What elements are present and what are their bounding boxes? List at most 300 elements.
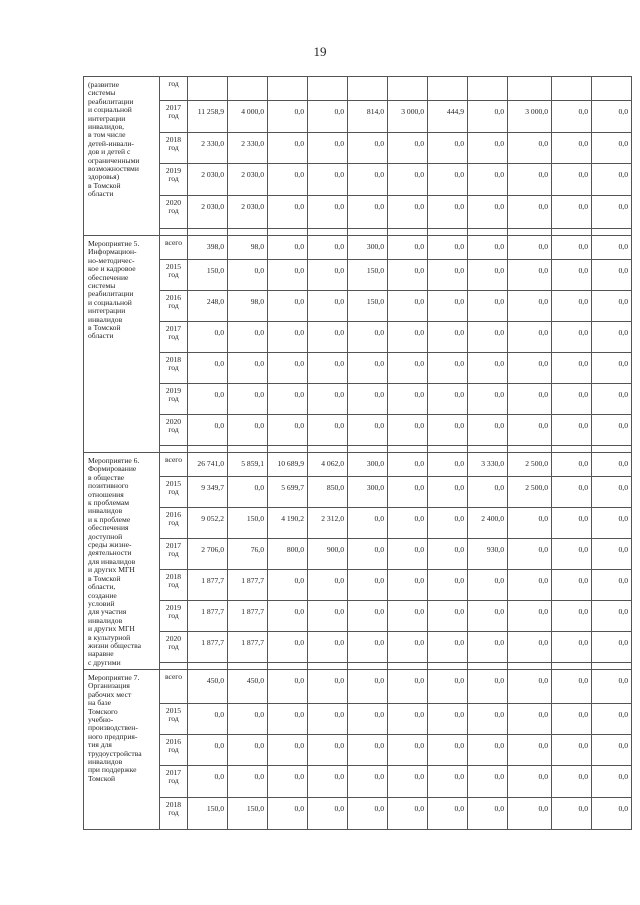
amount-cell: 0,0: [508, 632, 552, 663]
amount-cell: 0,0: [468, 196, 508, 229]
amount-cell: 0,0: [268, 670, 308, 704]
amount-cell: [308, 77, 348, 101]
table-row: [84, 353, 632, 384]
amount-cell: 0,0: [552, 236, 592, 260]
table-row: [84, 133, 632, 164]
amount-cell: 0,0: [508, 735, 552, 766]
amount-cell: 0,0: [388, 164, 428, 196]
amount-cell: 0,0: [348, 670, 388, 704]
amount-cell: 0,0: [508, 570, 552, 601]
amount-cell: 0,0: [592, 384, 632, 415]
amount-cell: 0,0: [468, 133, 508, 164]
year-cell: 2016 год: [160, 508, 188, 539]
amount-cell: 0,0: [188, 353, 228, 384]
amount-cell: 0,0: [552, 415, 592, 446]
spacer-cell: [188, 663, 228, 670]
spacer-cell: [428, 446, 468, 453]
amount-cell: 0,0: [592, 570, 632, 601]
amount-cell: 300,0: [348, 236, 388, 260]
amount-cell: 0,0: [348, 735, 388, 766]
event-name: Мероприятие 7. Организация рабочих мест на базе Томского учебно- производствен- ного предприя- тия для трудоустройства инвалидов при поддержке Томской: [88, 673, 142, 783]
page-number: 19: [313, 44, 327, 59]
amount-cell: 2 330,0: [228, 133, 268, 164]
amount-cell: 0,0: [348, 196, 388, 229]
amount-cell: 0,0: [592, 322, 632, 353]
table-row: [84, 670, 632, 704]
amount-cell: 0,0: [228, 260, 268, 291]
amount-cell: [468, 77, 508, 101]
amount-cell: 0,0: [468, 704, 508, 735]
amount-cell: 0,0: [468, 415, 508, 446]
amount-cell: 814,0: [348, 101, 388, 133]
amount-cell: 0,0: [468, 101, 508, 133]
amount-cell: [268, 77, 308, 101]
amount-cell: 0,0: [268, 632, 308, 663]
spacer-cell: [592, 229, 632, 236]
amount-cell: 0,0: [468, 322, 508, 353]
amount-cell: 0,0: [468, 632, 508, 663]
event-name: Мероприятие 6. Формирование в обществе позитивного отношения к проблемам инвалидов и к проблеме обеспечения доступной среды жизне- деятельности для инвалидов и других МГН в Томской области, создание условий для участия инвалидов и других МГН в культурной жизни общества наравне с другими: [88, 456, 141, 667]
amount-cell: 0,0: [468, 670, 508, 704]
table-row: [84, 704, 632, 735]
amount-cell: 0,0: [592, 539, 632, 570]
spacer-cell: [160, 446, 188, 453]
amount-cell: 0,0: [592, 508, 632, 539]
year-cell: 2016 год: [160, 291, 188, 322]
amount-cell: 0,0: [388, 453, 428, 477]
amount-cell: 0,0: [592, 670, 632, 704]
amount-cell: 0,0: [308, 291, 348, 322]
amount-cell: 0,0: [268, 164, 308, 196]
amount-cell: 0,0: [552, 133, 592, 164]
amount-cell: 0,0: [348, 322, 388, 353]
amount-cell: 0,0: [388, 384, 428, 415]
spacer-row: [84, 663, 632, 670]
amount-cell: 0,0: [388, 260, 428, 291]
amount-cell: 0,0: [508, 508, 552, 539]
table-row: [84, 477, 632, 508]
amount-cell: 0,0: [508, 384, 552, 415]
amount-cell: 0,0: [428, 798, 468, 830]
year-cell: год: [160, 77, 188, 101]
spacer-cell: [228, 229, 268, 236]
amount-cell: 0,0: [188, 415, 228, 446]
amount-cell: 0,0: [428, 415, 468, 446]
amount-cell: 0,0: [268, 236, 308, 260]
amount-cell: 900,0: [308, 539, 348, 570]
amount-cell: 1 877,7: [188, 632, 228, 663]
amount-cell: 0,0: [552, 453, 592, 477]
amount-cell: 0,0: [552, 632, 592, 663]
amount-cell: 1 877,7: [228, 601, 268, 632]
amount-cell: 0,0: [348, 798, 388, 830]
amount-cell: 300,0: [348, 453, 388, 477]
amount-cell: 0,0: [308, 101, 348, 133]
year-cell: 2016 год: [160, 735, 188, 766]
amount-cell: 4 062,0: [308, 453, 348, 477]
amount-cell: 150,0: [228, 508, 268, 539]
amount-cell: [428, 77, 468, 101]
amount-cell: 0,0: [308, 798, 348, 830]
amount-cell: 0,0: [592, 164, 632, 196]
amount-cell: 0,0: [348, 353, 388, 384]
amount-cell: 0,0: [268, 384, 308, 415]
year-cell: всего: [160, 236, 188, 260]
amount-cell: 0,0: [308, 353, 348, 384]
amount-cell: 0,0: [268, 260, 308, 291]
amount-cell: 450,0: [228, 670, 268, 704]
table-row: [84, 291, 632, 322]
spacer-cell: [552, 446, 592, 453]
table-row: [84, 384, 632, 415]
amount-cell: 0,0: [552, 570, 592, 601]
amount-cell: 2 030,0: [188, 164, 228, 196]
amount-cell: 2 500,0: [508, 477, 552, 508]
amount-cell: 0,0: [388, 415, 428, 446]
amount-cell: 0,0: [388, 570, 428, 601]
amount-cell: 0,0: [468, 260, 508, 291]
amount-cell: 2 030,0: [188, 196, 228, 229]
amount-cell: 9 349,7: [188, 477, 228, 508]
amount-cell: [552, 77, 592, 101]
spacer-cell: [388, 663, 428, 670]
spacer-cell: [388, 446, 428, 453]
amount-cell: 0,0: [468, 570, 508, 601]
year-cell: 2019 год: [160, 164, 188, 196]
amount-cell: 0,0: [308, 236, 348, 260]
amount-cell: 0,0: [592, 133, 632, 164]
spacer-cell: [552, 229, 592, 236]
amount-cell: 0,0: [592, 735, 632, 766]
amount-cell: 0,0: [388, 291, 428, 322]
amount-cell: 0,0: [428, 260, 468, 291]
spacer-cell: [468, 663, 508, 670]
amount-cell: 0,0: [508, 415, 552, 446]
amount-cell: 0,0: [348, 164, 388, 196]
amount-cell: 0,0: [388, 704, 428, 735]
table-row: [84, 77, 632, 101]
amount-cell: 0,0: [552, 353, 592, 384]
amount-cell: 0,0: [308, 766, 348, 798]
amount-cell: 248,0: [188, 291, 228, 322]
table-row: [84, 415, 632, 446]
amount-cell: 150,0: [348, 260, 388, 291]
amount-cell: 0,0: [508, 601, 552, 632]
amount-cell: 0,0: [552, 798, 592, 830]
spacer-cell: [228, 446, 268, 453]
amount-cell: 0,0: [308, 384, 348, 415]
amount-cell: 10 689,9: [268, 453, 308, 477]
amount-cell: 0,0: [468, 798, 508, 830]
amount-cell: 0,0: [348, 766, 388, 798]
amount-cell: 0,0: [468, 384, 508, 415]
table-row: [84, 570, 632, 601]
year-cell: всего: [160, 670, 188, 704]
amount-cell: 0,0: [552, 601, 592, 632]
amount-cell: 0,0: [428, 291, 468, 322]
amount-cell: 0,0: [388, 539, 428, 570]
amount-cell: 2 312,0: [308, 508, 348, 539]
amount-cell: 0,0: [228, 384, 268, 415]
amount-cell: [348, 77, 388, 101]
amount-cell: 0,0: [508, 196, 552, 229]
amount-cell: 0,0: [468, 236, 508, 260]
amount-cell: 5 699,7: [268, 477, 308, 508]
event-name: (развитие системы реабилитации и социальной интеграции инвалидов, в том числе детей-инвали- дов и детей с ограниченными возможностями здоровья) в Томской области: [88, 80, 140, 199]
amount-cell: 0,0: [552, 384, 592, 415]
amount-cell: 0,0: [308, 735, 348, 766]
amount-cell: 0,0: [552, 322, 592, 353]
amount-cell: 0,0: [348, 384, 388, 415]
amount-cell: 0,0: [592, 601, 632, 632]
amount-cell: 0,0: [308, 164, 348, 196]
year-cell: 2020 год: [160, 632, 188, 663]
amount-cell: 0,0: [428, 453, 468, 477]
spacer-cell: [160, 663, 188, 670]
amount-cell: 0,0: [508, 798, 552, 830]
amount-cell: 1 877,7: [188, 570, 228, 601]
amount-cell: 0,0: [268, 133, 308, 164]
spacer-cell: [348, 229, 388, 236]
year-cell: 2015 год: [160, 704, 188, 735]
amount-cell: 0,0: [428, 670, 468, 704]
event-name-cell: [84, 77, 160, 236]
amount-cell: 0,0: [348, 539, 388, 570]
amount-cell: 0,0: [508, 164, 552, 196]
amount-cell: [228, 77, 268, 101]
amount-cell: 398,0: [188, 236, 228, 260]
table-row: [84, 236, 632, 260]
amount-cell: 0,0: [508, 670, 552, 704]
amount-cell: 0,0: [268, 704, 308, 735]
amount-cell: 0,0: [428, 384, 468, 415]
amount-cell: 0,0: [348, 508, 388, 539]
amount-cell: 0,0: [388, 798, 428, 830]
amount-cell: 0,0: [268, 322, 308, 353]
amount-cell: 150,0: [348, 291, 388, 322]
amount-cell: 0,0: [428, 322, 468, 353]
table-row: [84, 260, 632, 291]
amount-cell: 0,0: [592, 236, 632, 260]
amount-cell: 1 877,7: [188, 601, 228, 632]
amount-cell: 0,0: [428, 164, 468, 196]
amount-cell: 0,0: [388, 353, 428, 384]
spacer-cell: [508, 663, 552, 670]
amount-cell: 0,0: [468, 766, 508, 798]
amount-cell: 0,0: [268, 353, 308, 384]
amount-cell: 0,0: [268, 415, 308, 446]
amount-cell: 0,0: [508, 133, 552, 164]
amount-cell: 0,0: [388, 735, 428, 766]
amount-cell: 0,0: [388, 196, 428, 229]
amount-cell: 0,0: [552, 508, 592, 539]
amount-cell: [508, 77, 552, 101]
table-row: [84, 453, 632, 477]
amount-cell: 0,0: [228, 415, 268, 446]
amount-cell: 2 030,0: [228, 196, 268, 229]
spacer-cell: [592, 446, 632, 453]
spacer-cell: [160, 229, 188, 236]
amount-cell: 0,0: [308, 601, 348, 632]
amount-cell: 0,0: [552, 766, 592, 798]
table-row: [84, 164, 632, 196]
amount-cell: 0,0: [268, 735, 308, 766]
amount-cell: 98,0: [228, 291, 268, 322]
table-row: [84, 798, 632, 830]
amount-cell: 0,0: [508, 704, 552, 735]
amount-cell: 0,0: [308, 704, 348, 735]
amount-cell: 0,0: [348, 570, 388, 601]
amount-cell: 98,0: [228, 236, 268, 260]
spacer-cell: [508, 229, 552, 236]
amount-cell: 0,0: [388, 601, 428, 632]
spacer-cell: [428, 229, 468, 236]
spacer-cell: [428, 663, 468, 670]
amount-cell: 0,0: [228, 322, 268, 353]
year-cell: 2018 год: [160, 353, 188, 384]
amount-cell: 0,0: [468, 291, 508, 322]
amount-cell: 0,0: [268, 601, 308, 632]
amount-cell: 0,0: [592, 766, 632, 798]
event-name-cell: [84, 670, 160, 830]
amount-cell: 0,0: [428, 508, 468, 539]
spacer-cell: [268, 229, 308, 236]
amount-cell: 0,0: [552, 196, 592, 229]
spacer-cell: [308, 229, 348, 236]
amount-cell: 2 706,0: [188, 539, 228, 570]
year-cell: 2018 год: [160, 570, 188, 601]
year-cell: 2019 год: [160, 384, 188, 415]
year-cell: 2015 год: [160, 477, 188, 508]
amount-cell: 444,9: [428, 101, 468, 133]
amount-cell: 930,0: [468, 539, 508, 570]
amount-cell: 0,0: [268, 196, 308, 229]
spacer-row: [84, 446, 632, 453]
year-cell: 2017 год: [160, 766, 188, 798]
spacer-cell: [308, 663, 348, 670]
amount-cell: 4 190,2: [268, 508, 308, 539]
spacer-cell: [388, 229, 428, 236]
amount-cell: 2 400,0: [468, 508, 508, 539]
spacer-row: [84, 229, 632, 236]
event-name: Мероприятие 5. Информацион- но-методичес- кое и кадровое обеспечение системы реабилитации и социальной интеграции инвалидов в Томской области: [88, 239, 140, 341]
amount-cell: 0,0: [308, 415, 348, 446]
amount-cell: 0,0: [468, 353, 508, 384]
amount-cell: 0,0: [308, 133, 348, 164]
amount-cell: 0,0: [428, 133, 468, 164]
amount-cell: 0,0: [508, 322, 552, 353]
spacer-cell: [348, 663, 388, 670]
amount-cell: 0,0: [428, 704, 468, 735]
amount-cell: 0,0: [348, 704, 388, 735]
amount-cell: 0,0: [592, 632, 632, 663]
amount-cell: 3 000,0: [388, 101, 428, 133]
amount-cell: 0,0: [428, 766, 468, 798]
amount-cell: 300,0: [348, 477, 388, 508]
amount-cell: 0,0: [592, 196, 632, 229]
spacer-cell: [348, 446, 388, 453]
amount-cell: 0,0: [428, 570, 468, 601]
amount-cell: 0,0: [508, 539, 552, 570]
amount-cell: 0,0: [268, 798, 308, 830]
spacer-cell: [228, 663, 268, 670]
amount-cell: 150,0: [228, 798, 268, 830]
year-cell: 2019 год: [160, 601, 188, 632]
event-name-cell: [84, 453, 160, 670]
amount-cell: 0,0: [508, 353, 552, 384]
amount-cell: 1 877,7: [228, 570, 268, 601]
amount-cell: 0,0: [468, 601, 508, 632]
year-cell: 2018 год: [160, 798, 188, 830]
table-row: [84, 766, 632, 798]
year-cell: 2015 год: [160, 260, 188, 291]
table-row: [84, 539, 632, 570]
amount-cell: 0,0: [428, 632, 468, 663]
amount-cell: 0,0: [592, 291, 632, 322]
amount-cell: 0,0: [552, 101, 592, 133]
spacer-cell: [308, 446, 348, 453]
spacer-cell: [188, 446, 228, 453]
spacer-cell: [268, 446, 308, 453]
amount-cell: 0,0: [228, 735, 268, 766]
amount-cell: [188, 77, 228, 101]
amount-cell: 0,0: [592, 415, 632, 446]
amount-cell: 0,0: [348, 133, 388, 164]
spacer-cell: [552, 663, 592, 670]
amount-cell: 0,0: [268, 101, 308, 133]
amount-cell: 3 000,0: [508, 101, 552, 133]
amount-cell: 9 052,2: [188, 508, 228, 539]
amount-cell: 0,0: [388, 766, 428, 798]
spacer-cell: [268, 663, 308, 670]
amount-cell: 150,0: [188, 260, 228, 291]
amount-cell: 850,0: [308, 477, 348, 508]
amount-cell: 0,0: [428, 735, 468, 766]
amount-cell: 0,0: [228, 766, 268, 798]
amount-cell: 150,0: [188, 798, 228, 830]
amount-cell: 3 330,0: [468, 453, 508, 477]
amount-cell: 0,0: [428, 353, 468, 384]
amount-cell: 0,0: [308, 196, 348, 229]
amount-cell: 0,0: [592, 704, 632, 735]
spacer-cell: [508, 446, 552, 453]
amount-cell: 0,0: [388, 508, 428, 539]
year-cell: 2020 год: [160, 415, 188, 446]
amount-cell: 0,0: [388, 632, 428, 663]
amount-cell: 0,0: [468, 735, 508, 766]
spacer-cell: [468, 446, 508, 453]
amount-cell: 26 741,0: [188, 453, 228, 477]
amount-cell: 0,0: [188, 735, 228, 766]
table-row: [84, 196, 632, 229]
amount-cell: 0,0: [592, 798, 632, 830]
amount-cell: 0,0: [552, 260, 592, 291]
amount-cell: 0,0: [592, 477, 632, 508]
amount-cell: 0,0: [592, 453, 632, 477]
amount-cell: 0,0: [592, 260, 632, 291]
amount-cell: 0,0: [428, 196, 468, 229]
amount-cell: 0,0: [552, 291, 592, 322]
amount-cell: 0,0: [508, 236, 552, 260]
amount-cell: 0,0: [388, 670, 428, 704]
amount-cell: 2 030,0: [228, 164, 268, 196]
amount-cell: 5 859,1: [228, 453, 268, 477]
amount-cell: 0,0: [552, 539, 592, 570]
amount-cell: 0,0: [348, 415, 388, 446]
year-cell: 2017 год: [160, 322, 188, 353]
year-cell: 2020 год: [160, 196, 188, 229]
amount-cell: 0,0: [508, 766, 552, 798]
